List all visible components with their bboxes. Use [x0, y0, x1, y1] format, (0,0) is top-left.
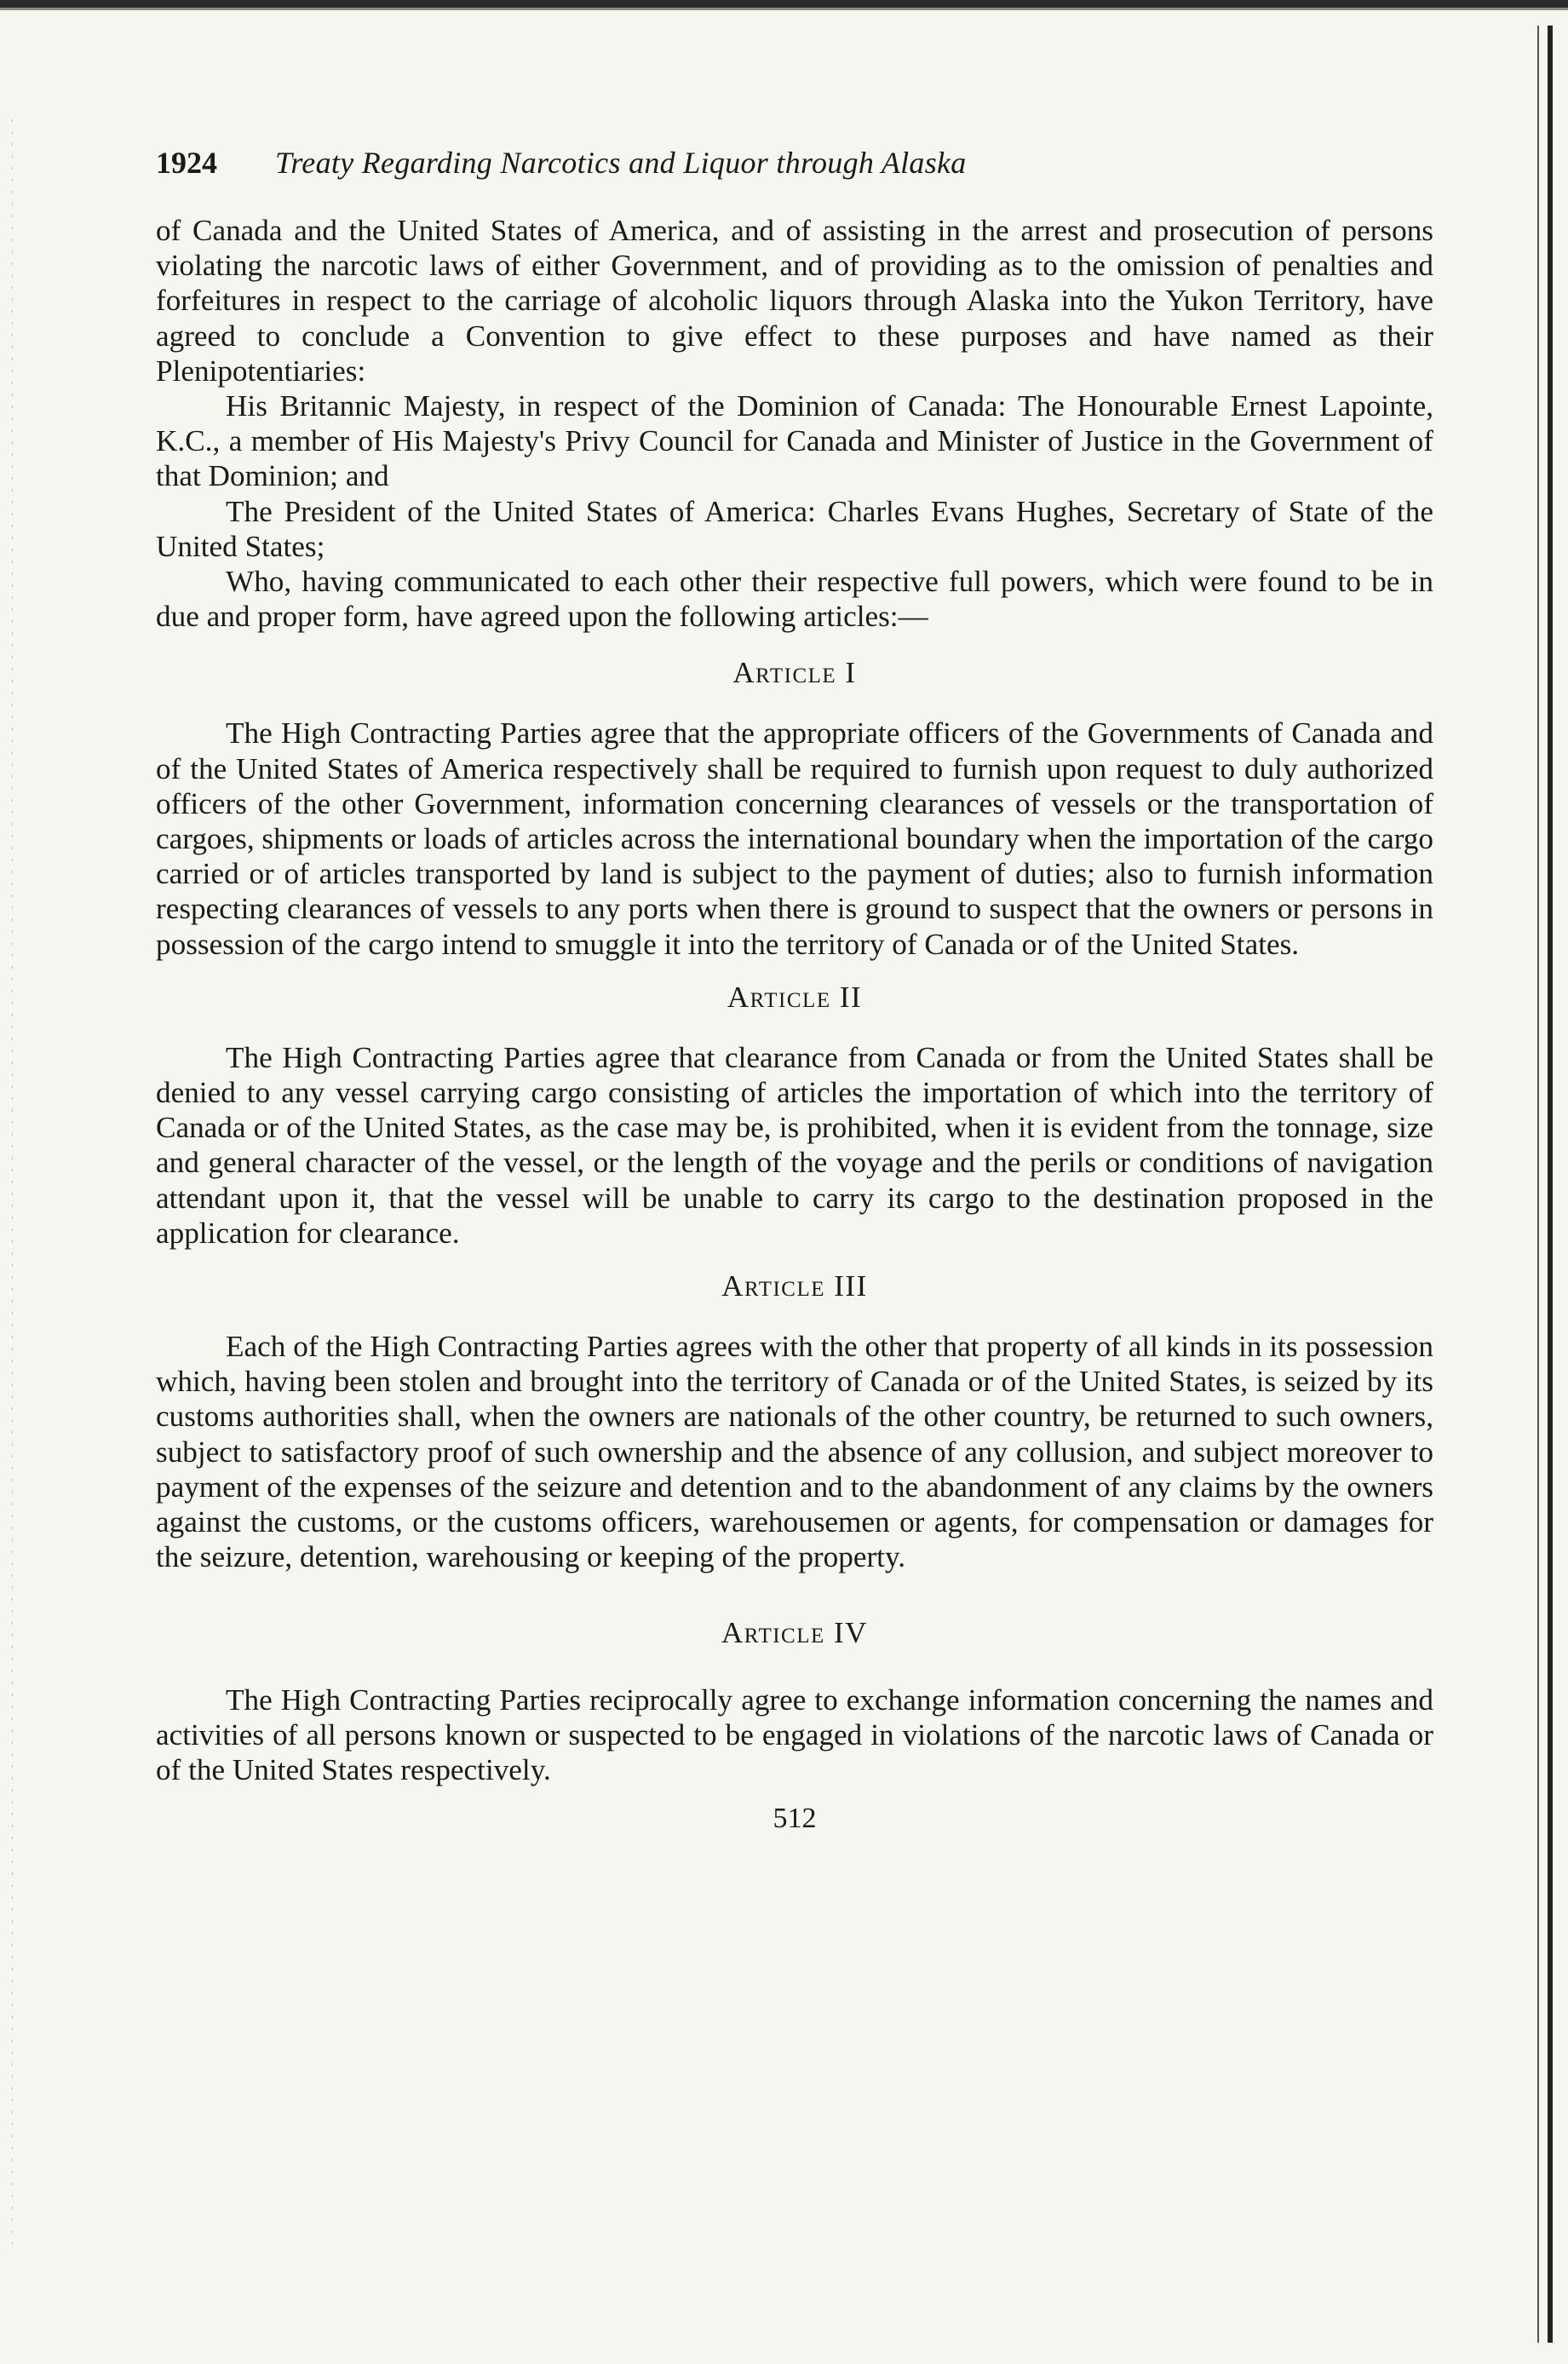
article-1	[156, 716, 1433, 961]
article-4	[156, 1682, 1433, 1788]
preamble-britannic: His Britannic Majesty, in respect of the Dominion of Canada: The Honourable Ernest Lapointe, K.C., a member of His Majesty's Privy Council for Canada and Minister of Justice in the Government of that Dominion; and	[156, 389, 1433, 493]
article-1-text: The High Contracting Parties agree that the appropriate officers of the Governments of Canada and of the United States of America respectively shall be required to furnish upon request to duly authorized officers of the other Government, information concerning clearances of vessels or the transportation of cargoes, shipments or loads of articles across the international boundary when the importation of the cargo carried or of articles transported by land is subject to the payment of duties; also to furnish information respecting clearances of vessels to any ports when there is ground to suspect that the owners or persons in possession of the cargo intend to smuggle it into the territory of Canada or of the United States.	[156, 716, 1433, 961]
article-4-heading: Article IV	[721, 1615, 868, 1649]
binding-edge-thin	[1537, 26, 1539, 2343]
top-border-rule	[0, 0, 1568, 8]
article-1-heading: Article I	[732, 656, 857, 690]
document-page	[156, 145, 1433, 1835]
article-3-heading: Article III	[721, 1269, 868, 1303]
article-2-text: The High Contracting Parties agree that clearance from Canada or from the United States shall be denied to any vessel carrying cargo consisting of articles the importation of which into the territory of Canada or of the United States, as the case may be, is prohibited, when it is evident from the tonnage, size and general character of the vessel, or the length of the voyage and the perils or conditions of navigation attendant upon it, that the vessel will be unable to carry its cargo to the destination proposed in the application for clearance.	[156, 1040, 1433, 1250]
article-2	[156, 1040, 1433, 1251]
running-head-year: 1924	[156, 146, 217, 180]
top-border-rule-secondary	[0, 8, 1568, 10]
page-number: 512	[773, 1803, 817, 1835]
running-head	[156, 145, 1433, 196]
preamble-president: The President of the United States of America: Charles Evans Hughes, Secretary of State of the United States;	[156, 494, 1433, 563]
article-2-heading: Article II	[727, 980, 863, 1014]
binding-edge	[1548, 26, 1553, 2343]
article-3	[156, 1329, 1433, 1574]
article-4-text: The High Contracting Parties reciprocally agree to exchange information concerning the names and activities of all persons known or suspected to be engaged in violations of the narcotic laws of Canada or of the United States respectively.	[156, 1682, 1433, 1786]
left-margin-dots	[12, 119, 13, 2249]
article-3-text: Each of the High Contracting Parties agrees with the other that property of all kinds in its possession which, having been stolen and brought into the territory of Canada or of the United States, is seized by its customs authorities shall, when the owners are nationals of the other country, be returned to such owners, subject to satisfactory proof of such ownership and the absence of any collusion, and subject moreover to payment of the expenses of the seizure and detention and to the abandonment of any claims by the owners against the customs, or the customs officers, warehousemen or agents, for compensation or damages for the seizure, detention, warehousing or keeping of the property.	[156, 1330, 1433, 1574]
preamble-powers: Who, having communicated to each other their respective full powers, which were found to be in due and proper form, have agreed upon the following articles:—	[156, 565, 1433, 634]
running-head-title: Treaty Regarding Narcotics and Liquor through Alaska	[275, 146, 967, 180]
preamble-opening: of Canada and the United States of America, and of assisting in the arrest and prosecution of persons violating the narcotic laws of either Government, and of providing as to the omission of penalties and forfeitures in respect to the carriage of alcoholic liquors through Alaska into the Yukon Territory, have agreed to conclude a Convention to give effect to these purposes and have named as their Plenipotentiaries:	[156, 214, 1433, 388]
preamble	[156, 213, 1433, 634]
